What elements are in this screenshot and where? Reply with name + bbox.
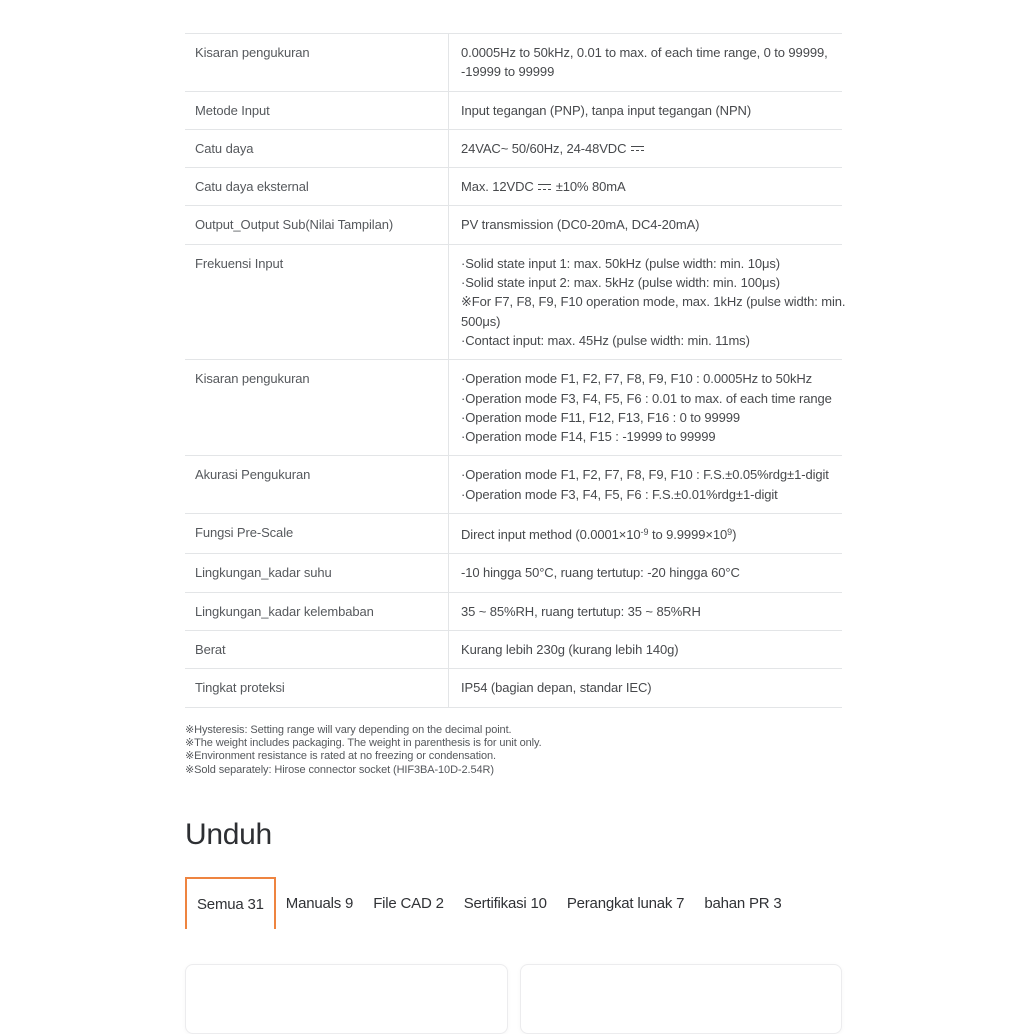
- spec-label: Output_Output Sub(Nilai Tampilan): [195, 217, 394, 233]
- spec-value: [448, 631, 842, 668]
- footnote-line: ※Environment resistance is rated at no freezing or condensation.: [185, 750, 496, 763]
- value-text: ): [732, 527, 737, 543]
- table-row: [185, 34, 842, 92]
- spec-value: [448, 206, 842, 243]
- spec-value-line: [461, 369, 832, 388]
- footnote-line: ※Sold separately: Hirose connector socket (HIF3BA-10D-2.54R): [185, 763, 494, 776]
- table-row: [185, 130, 842, 168]
- value-text: 0.0005Hz to 50kHz, 0.01 to max. of each time range, 0 to 99999,: [461, 45, 828, 60]
- spec-value-line: [461, 408, 832, 427]
- table-row: [185, 206, 842, 244]
- spec-value-line: [461, 678, 830, 697]
- spec-value: [448, 456, 842, 513]
- value-text: Direct input method (0.0001×10: [461, 527, 641, 543]
- spec-value-line: [461, 640, 830, 659]
- value-text: ·Operation mode F1, F2, F7, F8, F9, F10 : F.S.±0.05%rdg±1-digit: [461, 467, 829, 483]
- superscript-text: -9: [640, 527, 649, 538]
- spec-value: [448, 593, 842, 630]
- spec-value: [448, 669, 842, 706]
- value-text: ·Operation mode F11, F12, F13, F16 : 0 to 99999: [461, 409, 741, 425]
- table-row: [185, 168, 842, 206]
- table-row: [185, 245, 846, 360]
- table-row: [185, 360, 842, 456]
- spec-value: [448, 168, 842, 205]
- spec-value-line: [461, 273, 845, 292]
- value-text: ·Operation mode F3, F4, F5, F6 : F.S.±0.01%rdg±1-digit: [461, 486, 778, 502]
- spec-value-line: [461, 602, 830, 621]
- spec-value-line: [461, 465, 830, 484]
- spec-label: Lingkungan_kadar suhu: [195, 565, 332, 581]
- spec-value-line: [461, 389, 832, 408]
- value-text: ·Solid state input 1: max. 50kHz (pulse width: min. 10μs): [461, 255, 780, 271]
- spec-label: Kisaran pengukuran: [195, 45, 310, 60]
- footnote-line: ※Hysteresis: Setting range will vary depending on the decimal point.: [185, 723, 512, 736]
- dc-symbol-icon: [537, 182, 552, 192]
- download-tab-file-cad-2[interactable]: File CAD 2: [363, 877, 454, 929]
- spec-value-line: [461, 312, 845, 331]
- value-text: ·Operation mode F3, F4, F5, F6 : 0.01 to max. of each time range: [461, 390, 832, 406]
- spec-value-line: [461, 177, 830, 196]
- table-row: [185, 456, 842, 514]
- value-text: Max. 12VDC: [461, 179, 538, 195]
- table-row: [185, 669, 842, 707]
- value-text: to 9.9999×10: [648, 527, 728, 543]
- spec-value-line: [461, 485, 830, 504]
- spec-label: Lingkungan_kadar kelembaban: [195, 603, 374, 619]
- download-tab-semua-31[interactable]: Semua 31: [185, 877, 276, 929]
- spec-value: [448, 514, 842, 553]
- spec-value: [448, 130, 842, 167]
- value-text: ·Contact input: max. 45Hz (pulse width: min. 11ms): [461, 332, 750, 348]
- value-text: Input tegangan (PNP), tanpa input tegangan (NPN): [461, 102, 752, 118]
- spec-label: Catu daya: [195, 140, 254, 156]
- spec-label: Metode Input: [195, 102, 270, 118]
- download-tabs: [185, 877, 842, 929]
- value-text: -19999 to 99999: [461, 64, 555, 80]
- spec-label: Tingkat proteksi: [195, 680, 285, 696]
- value-text: -10 hingga 50°C, ruang tertutup: -20 hingga 60°C: [461, 565, 740, 581]
- footnote-line: ※The weight includes packaging. The weight in parenthesis is for unit only.: [185, 736, 542, 749]
- spec-value-line: [461, 427, 832, 446]
- spec-value: [448, 245, 857, 359]
- spec-label: Catu daya eksternal: [195, 179, 309, 195]
- dc-symbol-icon: [630, 144, 645, 154]
- value-text: ※For F7, F8, F9, F10 operation mode, max. 1kHz (pulse width: min.: [461, 294, 846, 310]
- spec-label: Berat: [195, 641, 226, 657]
- download-tab-sertifikasi-10[interactable]: Sertifikasi 10: [454, 877, 557, 929]
- value-text: ·Solid state input 2: max. 5kHz (pulse width: min. 100μs): [461, 275, 780, 291]
- table-row: [185, 631, 842, 669]
- spec-value-line: [461, 254, 845, 273]
- spec-value-line: [461, 139, 830, 158]
- spec-value: [448, 34, 842, 91]
- spec-value-line: [461, 331, 845, 350]
- value-text: 35 ~ 85%RH, ruang tertutup: 35 ~ 85%RH: [461, 603, 701, 619]
- downloads-heading: Unduh: [185, 818, 272, 852]
- superscript-text: 9: [727, 527, 733, 538]
- specifications-table: [185, 33, 846, 708]
- spec-value-line: [461, 292, 845, 311]
- download-tab-manuals-9[interactable]: Manuals 9: [276, 877, 363, 929]
- spec-value-line: [461, 563, 830, 582]
- product-spec-page: [185, 33, 846, 1034]
- spec-value-line: [461, 101, 830, 120]
- spec-value-line: [461, 215, 830, 234]
- spec-value-line: [461, 523, 830, 544]
- spec-value: [448, 360, 844, 455]
- download-tab-bahan-pr-3[interactable]: bahan PR 3: [694, 877, 791, 929]
- spec-label: Kisaran pengukuran: [195, 371, 310, 387]
- download-tab-perangkat-lunak-7[interactable]: Perangkat lunak 7: [557, 877, 695, 929]
- spec-label: Fungsi Pre-Scale: [195, 525, 294, 541]
- value-text: ·Operation mode F1, F2, F7, F8, F9, F10 : 0.0005Hz to 50kHz: [461, 371, 813, 387]
- table-row: [185, 593, 842, 631]
- value-text: IP54 (bagian depan, standar IEC): [461, 680, 652, 696]
- value-text: 500μs): [461, 313, 501, 329]
- value-text: ±10% 80mA: [552, 179, 626, 195]
- table-row: [185, 92, 842, 130]
- spec-value: [448, 554, 842, 591]
- value-text: 24VAC~ 50/60Hz, 24-48VDC: [461, 140, 630, 156]
- footnotes: [185, 724, 842, 778]
- value-text: PV transmission (DC0-20mA, DC4-20mA): [461, 217, 700, 233]
- spec-value-line: [461, 43, 830, 62]
- value-text: ·Operation mode F14, F15 : -19999 to 99999: [461, 429, 716, 445]
- spec-label: Akurasi Pengukuran: [195, 467, 311, 483]
- table-row: [185, 554, 842, 592]
- value-text: Kurang lebih 230g (kurang lebih 140g): [461, 641, 679, 657]
- table-row: [185, 514, 842, 554]
- spec-value: [448, 92, 842, 129]
- spec-label: Frekuensi Input: [195, 255, 284, 271]
- spec-value-line: [461, 62, 830, 81]
